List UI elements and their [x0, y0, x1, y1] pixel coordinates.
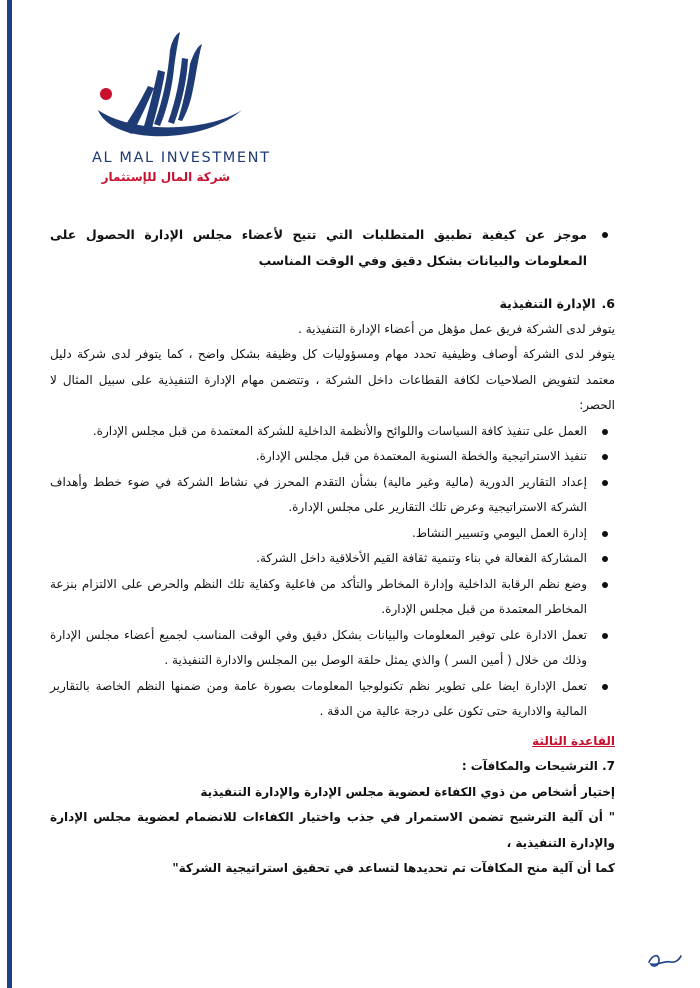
bullet-icon [602, 531, 608, 537]
section-7-quote-line-1: " أن آلية الترشيح تضمن الاستمرار في جذب واختيار الكفاءات للانضمام لعضوية مجلس الإدارة والإدارة التنفيذية ، [50, 810, 615, 850]
section-6-title: الإدارة التنفيذية [499, 296, 596, 311]
list-item-text: تعمل الادارة على توفير المعلومات والبيانات بشكل دقيق وفي الوقت المناسب لجميع أعضاء مجلس الإدارة وذلك من خلال ( أمين السر ) والذي يمثل حلقة الوصل بين المجلس والادارة التنفيذية . [50, 627, 587, 667]
page-edge-bar [7, 0, 12, 988]
intro-list-item [50, 222, 615, 273]
section-7-quote-line-2: كما أن آلية منح المكافآت تم تحديدها لتساعد في تحقيق استراتيجية الشركة" [172, 861, 615, 875]
section-6-list [50, 419, 615, 725]
list-item-text: إدارة العمل اليومي وتسيير النشاط. [412, 525, 587, 540]
section-6-number: 6. [601, 296, 615, 311]
logo-text-ar: شركة المال للإستثمار [101, 170, 230, 184]
list-item-text: إعداد التقارير الدورية (مالية وغير مالية) بشأن التقدم المحرز في نشاط الشركة في ضوء خطط وأهداف الشركة الاستراتيجية وعرض تلك التقارير على مجلس الإدارة. [50, 474, 587, 514]
bullet-icon [602, 684, 608, 690]
list-item [50, 623, 615, 674]
document-body [50, 222, 615, 882]
list-item [50, 444, 615, 470]
list-item [50, 572, 615, 623]
list-item [50, 674, 615, 725]
list-item-text: تعمل الإدارة ايضا على تطوير نظم تكنولوجيا المعلومات بصورة عامة ومن ضمنها النظم الخاصة بالتقارير المالية والادارية حتى تكون على درجة عالية من الدقة . [50, 678, 587, 718]
list-item [50, 546, 615, 572]
intro-list [50, 222, 615, 273]
list-item [50, 470, 615, 521]
logo-text-en: AL MAL INVESTMENT [92, 150, 271, 166]
section-6-para-1: يتوفر لدى الشركة فريق عمل مؤهل من أعضاء الإدارة التنفيذية . [298, 321, 615, 336]
bullet-icon [602, 480, 608, 486]
list-item-text: المشاركة الفعالة في بناء وتنمية ثقافة القيم الأخلاقية داخل الشركة. [256, 551, 587, 565]
logo-mark-icon [92, 28, 272, 153]
intro-text: موجز عن كيفية تطبيق المتطلبات التي تتيح لأعضاء مجلس الإدارة الحصول على المعلومات والبيانات بشكل دقيق وفي الوقت المناسب [50, 227, 587, 268]
section-7-heading [50, 754, 615, 780]
section-7-title: الترشيحات والمكافآت : [461, 759, 598, 773]
rule-3-heading: القاعدة الثالثة [532, 733, 615, 748]
section-7-number: 7. [602, 759, 615, 773]
list-item-text: وضع نظم الرقابة الداخلية وإدارة المخاطر والتأكد من فاعلية وكفاية تلك النظم والحرص على الالتزام بنزعة المخاطر المعتمدة من قبل مجلس الإدارة. [50, 576, 587, 616]
bullet-icon [602, 429, 608, 435]
section-6-para-2: يتوفر لدى الشركة أوصاف وظيفية تحدد مهام ومسؤوليات كل وظيفة بشكل واضح ، كما يتوفر لدى شركة دليل معتمد لتفويض الصلاحيات لكافة القطاعات داخل الشركة ، وتتضمن مهام الإدارة التنفيذية على سبيل المثال لا الحصر: [50, 347, 615, 412]
list-item-text: العمل على تنفيذ كافة السياسات واللوائح والأنظمة الداخلية للشركة المعتمدة من قبل مجلس الإدارة. [92, 423, 587, 438]
signature-mark-icon [645, 948, 685, 972]
list-item [50, 419, 615, 445]
bullet-icon [602, 556, 608, 562]
section-6-heading [50, 291, 615, 317]
list-item-text: تنفيذ الاستراتيجية والخطة السنوية المعتمدة من قبل مجلس الإدارة. [255, 449, 587, 463]
bullet-icon [602, 232, 608, 238]
bullet-icon [602, 454, 608, 460]
company-logo [92, 28, 272, 188]
section-7-subtitle: إختيار أشخاص من ذوي الكفاءة لعضوية مجلس الإدارة والإدارة التنفيذية [200, 784, 615, 799]
list-item [50, 521, 615, 547]
bullet-icon [602, 633, 608, 639]
bullet-icon [602, 582, 608, 588]
